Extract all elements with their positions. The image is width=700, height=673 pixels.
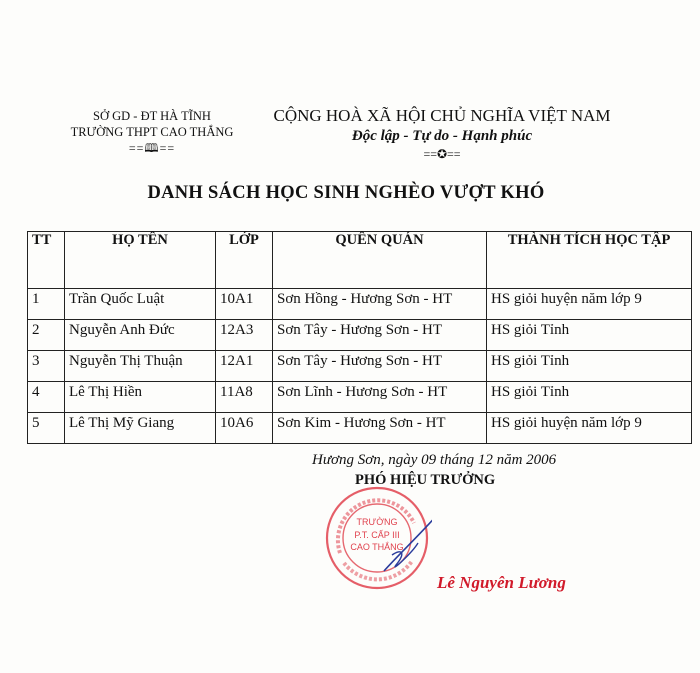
table-row — [28, 413, 692, 444]
cell-hometown: Sơn Tây - Hương Sơn - HT — [273, 351, 487, 382]
nation-name: CỘNG HOÀ XÃ HỘI CHỦ NGHĨA VIỆT NAM — [273, 106, 611, 125]
cell-class: 10A6 — [216, 413, 273, 444]
department-name: SỞ GD - ĐT HÀ TĨNH — [93, 109, 211, 123]
cell-class: 12A3 — [216, 320, 273, 351]
cell-tt: 1 — [28, 289, 65, 320]
col-header-achievement: THÀNH TÍCH HỌC TẬP — [487, 232, 692, 289]
cell-hometown: Sơn Hồng - Hương Sơn - HT — [273, 289, 487, 320]
cell-name: Trần Quốc Luật — [65, 289, 216, 320]
table-row — [28, 351, 692, 382]
table-row — [28, 289, 692, 320]
star-ornament: ==✪== — [423, 147, 461, 161]
cell-achievement: HS giỏi huyện năm lớp 9 — [487, 413, 692, 444]
svg-text:P.T. CẤP III: P.T. CẤP III — [354, 530, 400, 540]
cell-tt: 4 — [28, 382, 65, 413]
issuer-block — [52, 108, 252, 156]
cell-class: 12A1 — [216, 351, 273, 382]
col-header-name: HỌ TÊN — [65, 232, 216, 289]
school-name: TRƯỜNG THPT CAO THẮNG — [70, 125, 234, 139]
cell-class: 11A8 — [216, 382, 273, 413]
student-table — [27, 231, 692, 444]
svg-text:CAO THẮNG: CAO THẮNG — [350, 542, 404, 552]
cell-name: Nguyễn Thị Thuận — [65, 351, 216, 382]
cell-hometown: Sơn Kim - Hương Sơn - HT — [273, 413, 487, 444]
col-header-tt: TT — [28, 232, 65, 289]
cell-tt: 5 — [28, 413, 65, 444]
cell-name: Lê Thị Mỹ Giang — [65, 413, 216, 444]
cell-tt: 2 — [28, 320, 65, 351]
cell-achievement: HS giỏi huyện năm lớp 9 — [487, 289, 692, 320]
cell-name: Nguyễn Anh Đức — [65, 320, 216, 351]
svg-text:TRƯỜNG: TRƯỜNG — [356, 517, 398, 527]
cell-achievement: HS giỏi Tỉnh — [487, 382, 692, 413]
cell-name: Lê Thị Hiền — [65, 382, 216, 413]
signer-name: Lê Nguyên Lương — [437, 573, 566, 592]
national-header — [262, 106, 622, 162]
cell-class: 10A1 — [216, 289, 273, 320]
national-motto: Độc lập - Tự do - Hạnh phúc — [351, 128, 533, 144]
col-header-hometown: QUÊN QUÁN — [273, 232, 487, 289]
official-seal — [322, 483, 432, 593]
signer-title: PHÓ HIỆU TRƯỞNG — [355, 472, 496, 488]
cell-tt: 3 — [28, 351, 65, 382]
table-header-row — [28, 232, 692, 289]
cell-hometown: Sơn Tây - Hương Sơn - HT — [273, 320, 487, 351]
document-title: DANH SÁCH HỌC SINH NGHÈO VƯỢT KHÓ — [147, 183, 545, 203]
col-header-class: LỚP — [216, 232, 273, 289]
place-date: Hương Sơn, ngày 09 tháng 12 năm 2006 — [312, 452, 557, 468]
cell-hometown: Sơn Lĩnh - Hương Sơn - HT — [273, 382, 487, 413]
cell-achievement: HS giỏi Tỉnh — [487, 320, 692, 351]
table-row — [28, 320, 692, 351]
table-row — [28, 382, 692, 413]
cell-achievement: HS giỏi Tỉnh — [487, 351, 692, 382]
divider-ornament: ==🕮== — [128, 141, 176, 155]
